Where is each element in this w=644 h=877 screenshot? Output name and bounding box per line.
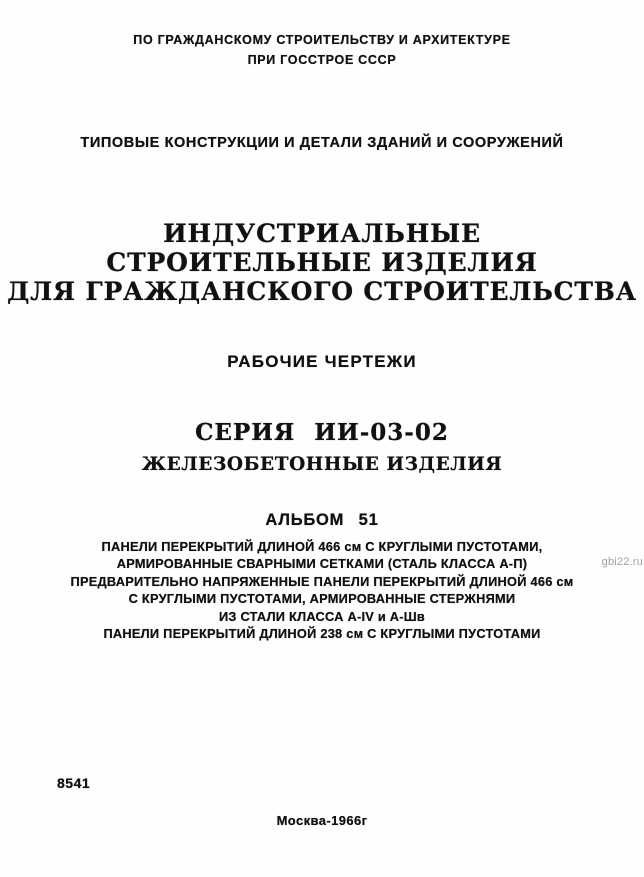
album-contents	[0, 538, 644, 642]
album-number: АЛЬБОМ 51	[265, 511, 379, 529]
document-subtitle: РАБОЧИЕ ЧЕРТЕЖИ	[227, 352, 417, 371]
series-type: ЖЕЛЕЗОБЕТОННЫЕ ИЗДЕЛИЯ	[141, 454, 503, 475]
document-title-line-2: СТРОИТЕЛЬНЫЕ ИЗДЕЛИЯ	[106, 248, 538, 277]
issuing-authority-line-2: ПРИ ГОССТРОЕ СССР	[247, 53, 397, 67]
series-number: СЕРИЯ ИИ-03-02	[195, 419, 449, 446]
document-title-line-3: ДЛЯ ГРАЖДАНСКОГО СТРОИТЕЛЬСТВА	[7, 277, 637, 306]
album-contents-line-6: ПАНЕЛИ ПЕРЕКРЫТИЙ ДЛИНОЙ 238 см С КРУГЛЫМИ ПУСТОТАМИ	[103, 626, 541, 642]
site-watermark: gbi22.ru	[601, 556, 643, 568]
album-contents-line-2: АРМИРОВАННЫЕ СВАРНЫМИ СЕТКАМИ (СТАЛЬ КЛАССА А-П)	[116, 556, 528, 572]
print-order-code: 8541	[57, 775, 91, 791]
series-caption: ТИПОВЫЕ КОНСТРУКЦИИ И ДЕТАЛИ ЗДАНИЙ И СООРУЖЕНИЙ	[80, 135, 564, 151]
issuing-authority-line-1: ПО ГРАЖДАНСКОМУ СТРОИТЕЛЬСТВУ И АРХИТЕКТУРЕ	[133, 33, 511, 47]
issuing-authority	[0, 30, 644, 70]
document-title-line-1: ИНДУСТРИАЛЬНЫЕ	[163, 219, 481, 248]
document-title	[0, 219, 644, 306]
album-contents-line-4: С КРУГЛЫМИ ПУСТОТАМИ, АРМИРОВАННЫЕ СТЕРЖНЯМИ	[128, 591, 516, 607]
album-contents-line-3: ПРЕДВАРИТЕЛЬНО НАПРЯЖЕННЫЕ ПАНЕЛИ ПЕРЕКРЫТИЙ ДЛИНОЙ 466 см	[70, 573, 574, 589]
imprint-city-year: Москва-1966г	[276, 813, 368, 828]
album-contents-line-5: ИЗ СТАЛИ КЛАССА А-IV и А-Шв	[218, 608, 426, 624]
album-contents-line-1: ПАНЕЛИ ПЕРЕКРЫТИЙ ДЛИНОЙ 466 см С КРУГЛЫМИ ПУСТОТАМИ,	[101, 539, 543, 554]
